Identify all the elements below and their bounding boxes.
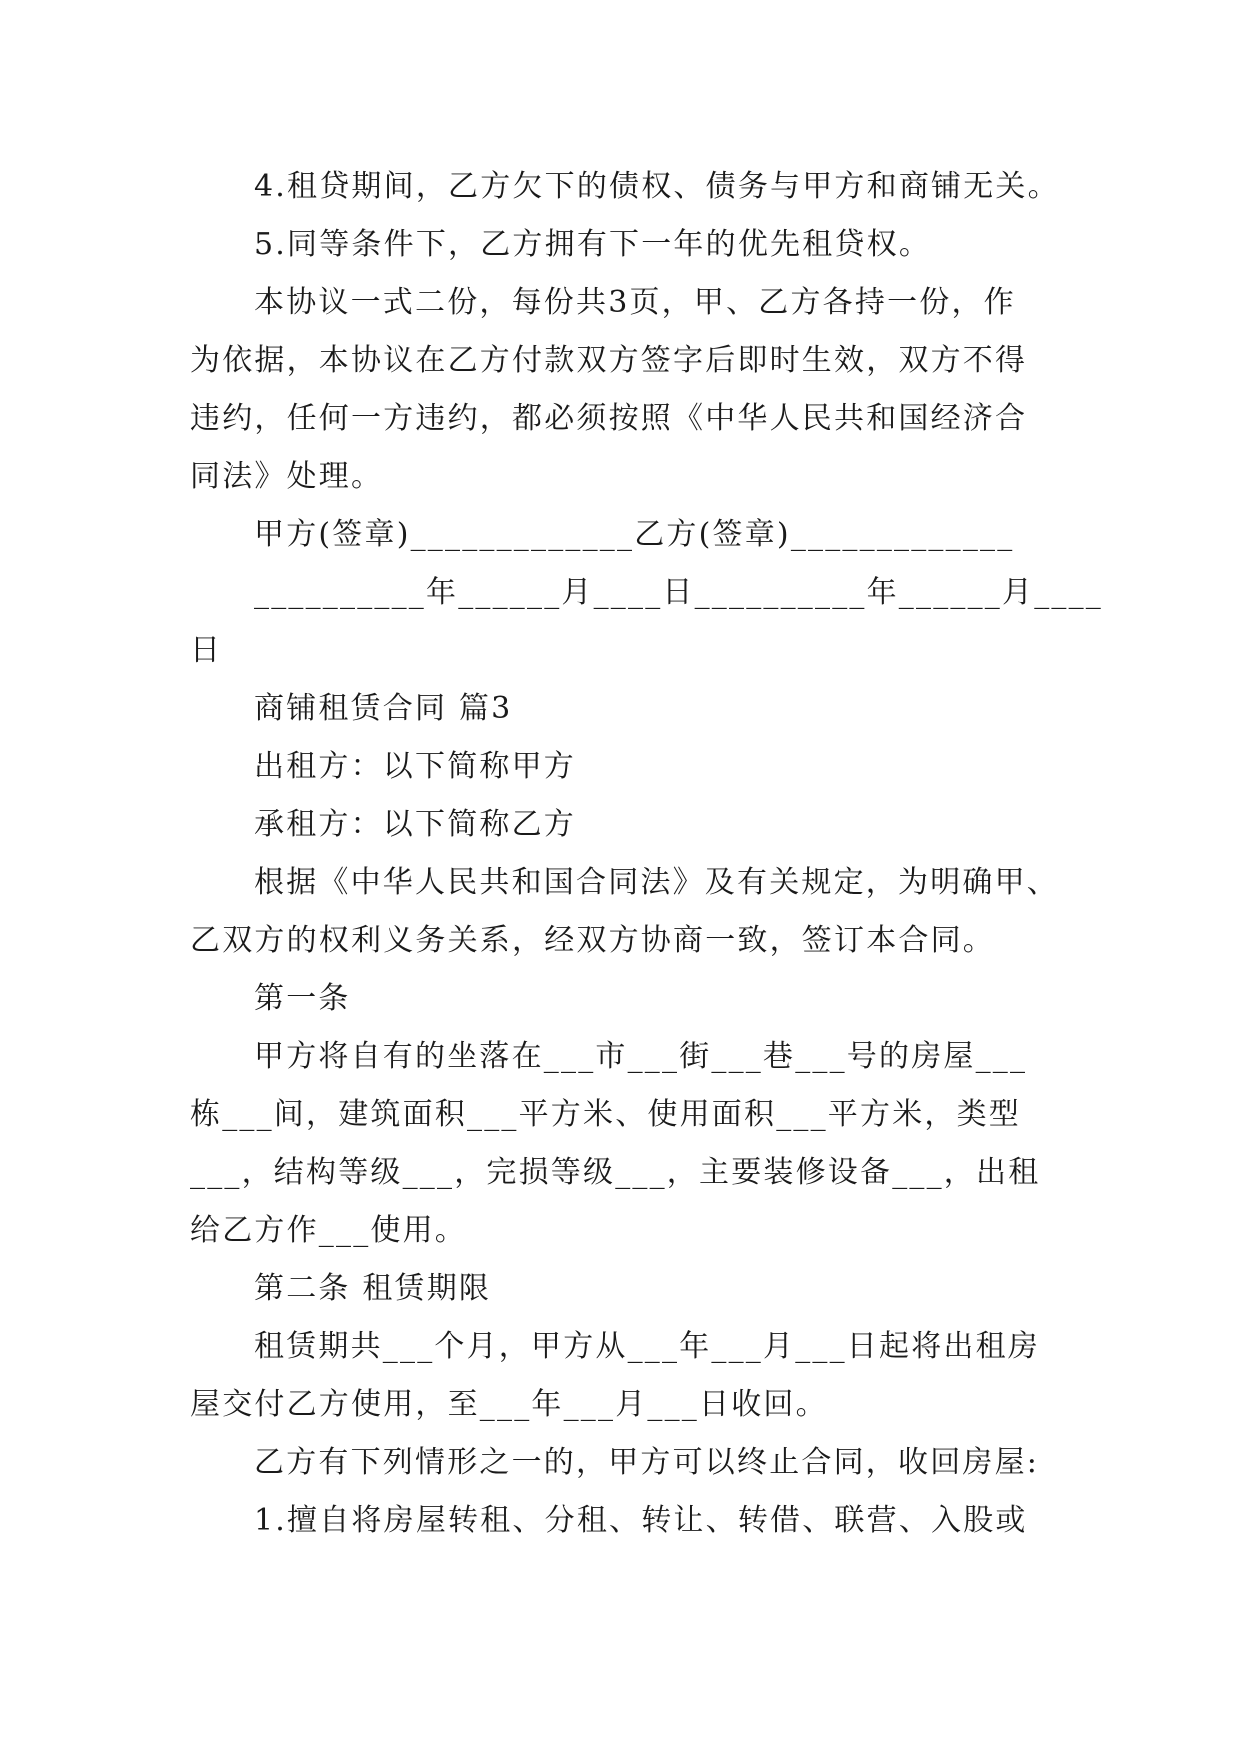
text-line: 同法》处理。 [190, 459, 384, 494]
date-line-continued: 日 [190, 633, 223, 668]
text-line: 本协议一式二份，每份共3页，甲、乙方各持一份，作 [254, 285, 1016, 320]
text-line: 给乙方作___使用。 [190, 1213, 467, 1248]
text-line: 甲方将自有的坐落在___市___街___巷___号的房屋___ [254, 1039, 1028, 1074]
text-line: 租赁期共___个月，甲方从___年___月___日起将出租房 [254, 1329, 1040, 1364]
text-line: 根据《中华人民共和国合同法》及有关规定，为明确甲、 [254, 865, 1059, 900]
text-line: 屋交付乙方使用，至___年___月___日收回。 [190, 1387, 828, 1422]
text-line: 5.同等条件下，乙方拥有下一年的优先租贷权。 [254, 227, 932, 262]
text-line: 违约，任何一方违约，都必须按照《中华人民共和国经济合 [190, 401, 1028, 436]
text-line: ___，结构等级___，完损等级___，主要装修设备___，出租 [190, 1155, 1041, 1190]
article-heading: 第二条 租赁期限 [254, 1271, 492, 1306]
document-page [190, 158, 1103, 1550]
text-line: 乙双方的权利义务关系，经双方协商一致，签订本合同。 [190, 923, 995, 958]
text-line: 1.擅自将房屋转租、分租、转让、转借、联营、入股或 [254, 1503, 1028, 1538]
text-line: 为依据，本协议在乙方付款双方签字后即时生效，双方不得 [190, 343, 1028, 378]
article-heading: 第一条 [254, 981, 351, 1016]
text-line: 乙方有下列情形之一的，甲方可以终止合同，收回房屋: [254, 1445, 1040, 1480]
text-line: 承租方：以下简称乙方 [254, 807, 576, 842]
date-line: __________年______月____日__________年______月____ [254, 575, 1103, 610]
text-line: 栋___间，建筑面积___平方米、使用面积___平方米，类型 [190, 1097, 1021, 1132]
signature-line: 甲方(签章)_____________乙方(签章)_____________ [254, 517, 1015, 552]
section-title: 商铺租赁合同 篇3 [254, 691, 513, 726]
text-line: 4.租贷期间，乙方欠下的债权、债务与甲方和商铺无关。 [254, 169, 1060, 204]
text-line: 出租方：以下简称甲方 [254, 749, 576, 784]
